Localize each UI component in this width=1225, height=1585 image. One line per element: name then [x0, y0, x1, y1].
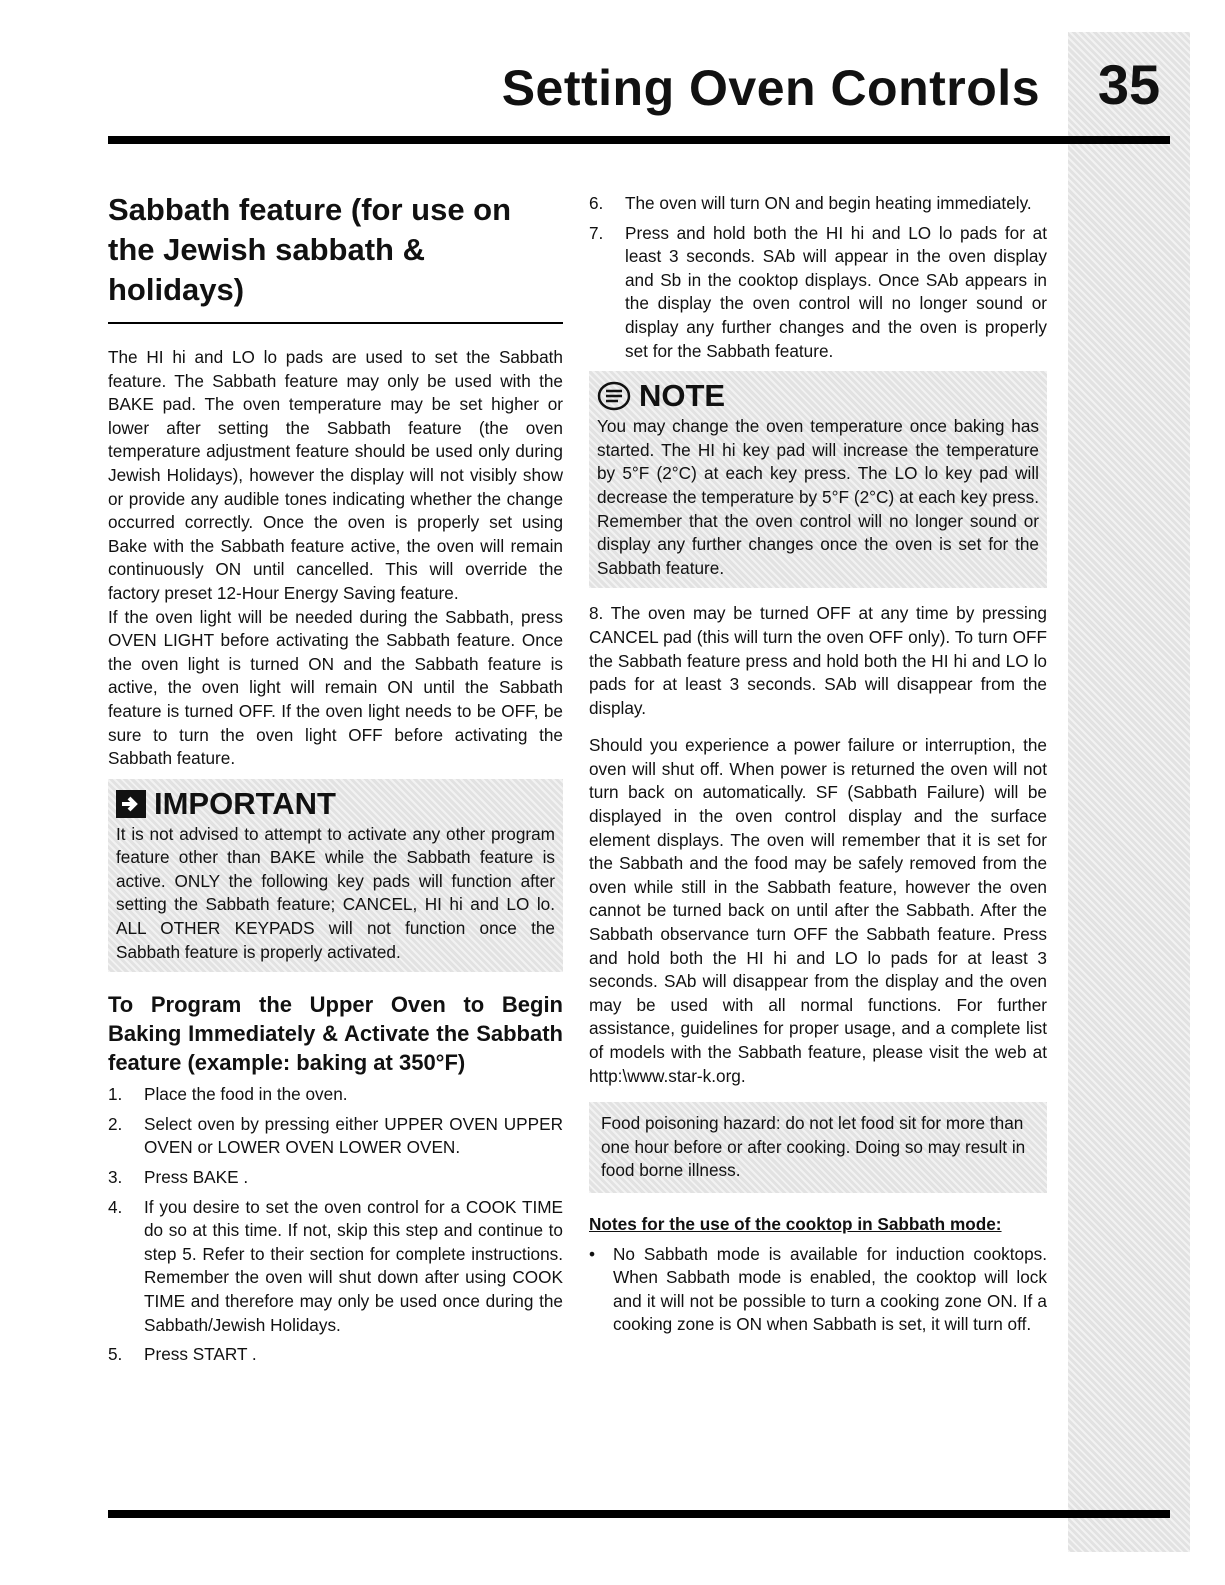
list-item: • No Sabbath mode is available for induction cooktops. When Sabbath mode is enabled, the cooktop will lock and it will not be possible to turn a cooking zone ON. If a cooking zone is ON when Sabbath is set, it will turn off.: [589, 1243, 1047, 1337]
page-number: 35: [1097, 53, 1161, 116]
step-item: 1. Place the food in the oven.: [108, 1084, 348, 1105]
note-title: NOTE: [597, 377, 1039, 415]
procedure-heading: To Program the Upper Oven to Begin Baking Immediately & Activate the Sabbath feature (example: baking at 350°F): [108, 992, 563, 1076]
arrow-icon: [116, 790, 146, 818]
power-failure-paragraph: Should you experience a power failure or interruption, the oven will shut off. When power is returned the oven will not turn back on automatically. SF (Sabbath Failure) will be displayed in the oven control display and the surface element displays. The oven will remember that it is set for the Sabbath and the food may be safely removed from the oven while still in the Sabbath feature, however the oven cannot be turned back on until after the Sabbath. After the Sabbath observance turn OFF the Sabbath feature. Press and hold both the HI hi and LO lo pads for at least 3 seconds. SAb will disappear from the display and the oven may be used with all normal functions. For further assistance, guidelines for proper usage, and a complete list of models with the Sabbath feature, please visit the web at http:\www.star-k.org.: [589, 735, 1047, 1086]
note-icon: [597, 381, 631, 411]
left-column: [108, 190, 563, 1373]
steps-list-left: [108, 1083, 563, 1367]
intro-paragraph: The HI hi and LO lo pads are used to set the Sabbath feature. The Sabbath feature may only be used with the BAKE pad. The oven temperature may be set higher or lower after setting the Sabbath feature (the oven temperature adjustment feature should be used only during Jewish Holidays), however the display will not visibly show or provide any audible tones indicating whether the change occurred correctly. Once the oven is properly set using Bake with the Sabbath feature active, the oven will remain continuously ON until cancelled. This will override the factory preset 12-Hour Energy Saving feature.: [108, 347, 563, 603]
bottom-rule: [108, 1510, 1170, 1518]
bullet-icon: •: [589, 1243, 596, 1264]
step-item: 7. Press and hold both the HI hi and LO lo pads for at least 3 seconds. SAb will appear in the oven display and Sb in the cooktop displays. Once SAb appears in the display the oven control will no longer sound or display any further changes and the oven is properly set for the Sabbath feature.: [589, 222, 1047, 361]
step-item: 6. The oven will turn ON and begin heating immediately.: [589, 193, 1032, 213]
oven-light-paragraph: If the oven light will be needed during the Sabbath, press OVEN LIGHT before activating the Sabbath feature. Once the oven light is turned ON and the Sabbath feature is active, the oven light will remain ON until the Sabbath feature is turned OFF. If the oven light needs to be OFF, be sure to turn the oven light OFF before activating the Sabbath feature.: [108, 606, 563, 769]
step-item: 4. If you desire to set the oven control for a COOK TIME do so at this time. If not, skip this step and continue to step 5. Refer to their section for complete instructions. Remember the oven will shut down after using COOK TIME and therefore may only be used once during the Sabbath/Jewish Holidays.: [108, 1196, 563, 1335]
important-title: IMPORTANT: [116, 785, 555, 823]
note-box: [589, 371, 1047, 588]
heading-rule: [108, 322, 563, 324]
side-tab: [1068, 32, 1190, 1552]
cooktop-notes-heading: Notes for the use of the cooktop in Sabbath mode:: [589, 1213, 1002, 1234]
important-box: [108, 779, 563, 973]
cancel-paragraph: 8. The oven may be turned OFF at any time by pressing CANCEL pad (this will turn the oven OFF only). To turn OFF the Sabbath feature press and hold both the HI hi and LO lo pads for at least 3 seconds. SAb will disappear from the display.: [589, 603, 1047, 718]
food-poisoning-warning: Food poisoning hazard: do not let food sit for more than one hour before or after cooking. Doing so may result in food borne illness.: [589, 1102, 1047, 1193]
step-item: 2. Select oven by pressing either UPPER OVEN UPPER OVEN or LOWER OVEN LOWER OVEN.: [108, 1113, 563, 1158]
section-heading: Sabbath feature (for use on the Jewish sabbath & holidays): [108, 192, 512, 307]
step-item: 5. Press START .: [108, 1344, 257, 1365]
page-title: Setting Oven Controls: [501, 60, 1040, 116]
top-rule: [108, 136, 1170, 144]
right-column: [589, 192, 1047, 1337]
step-item: 3. Press BAKE .: [108, 1167, 249, 1188]
note-body: You may change the oven temperature once baking has started. The HI hi key pad will increase the temperature by 5°F (2°C) at each key press. The LO lo key pad will decrease the temperature by 5°F (2°C) at each key press. Remember that the oven control will no longer sound or display any further changes once the oven is set for the Sabbath feature.: [597, 416, 1039, 578]
important-body: It is not advised to attempt to activate any other program feature other than BAKE while the Sabbath feature is active. ONLY the following key pads will function after setting the Sabbath feature; CANCEL, HI hi and LO lo. ALL OTHER KEYPADS will not function once the Sabbath feature is properly activated.: [116, 823, 555, 962]
steps-list-right: [589, 192, 1047, 363]
